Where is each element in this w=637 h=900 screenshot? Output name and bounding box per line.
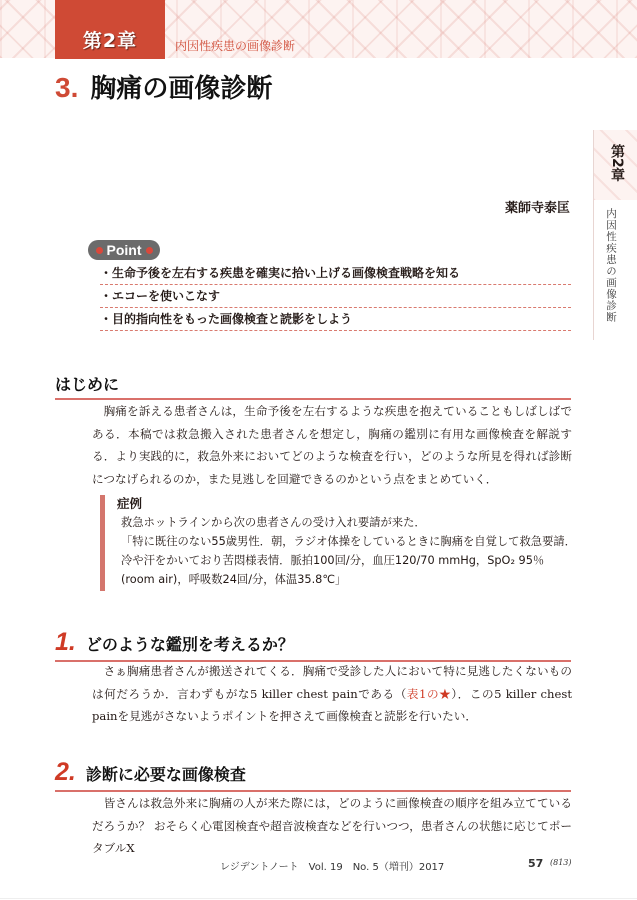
section2-heading [55, 758, 571, 792]
section1-text-after: ）．この5 killer chest painを見逃がさないようポイントを押さえて画像検査と読影を行いたい． [92, 686, 572, 723]
table-reference-link[interactable]: 表1の★ [406, 686, 452, 701]
case-box [100, 495, 576, 591]
side-chapter-tab [593, 130, 637, 340]
section2-heading-text: 診断に必要な画像検査 [85, 765, 246, 784]
section2-number: 2. [55, 758, 76, 786]
case-title: 症例 [117, 496, 143, 511]
intro-heading [55, 372, 571, 400]
side-tab-rule [593, 130, 594, 340]
section1-paragraph [92, 660, 572, 728]
section1-heading-text: どのような鑑別を考えるか？ [85, 635, 294, 654]
point-list [100, 262, 571, 331]
section2-paragraph: 皆さんは救急外来に胸痛の人が来た際には，どのように画像検査の順序を組み立てているだろうか？ おそらく心電図検査や超音波検査などを行いつつ，患者さんの状態に応じてポータブルX [92, 796, 572, 855]
article-title [55, 68, 272, 105]
footer-rule [0, 898, 637, 899]
chapter-badge [55, 0, 165, 59]
intro-paragraph: 胸痛を訴える患者さんは，生命予後を左右するような疾患を抱えていることもしばしばである．本稿では救急搬入された患者さんを想定し，胸痛の鑑別に有用な画像検査を解説する．より実践的に，救急外来においてどのような検査を行い，どのような所見を得れば診断につなげられるのか，また見逃しを回避できるのかという点をまとめていく． [92, 404, 572, 486]
journal-citation: レジデントノート Vol. 19 No. 5（増刊）2017 [220, 862, 445, 873]
section1-heading [55, 628, 571, 662]
point-item: ・目的指向性をもった画像検査と読影をしよう [100, 308, 571, 331]
bullet-dot-icon [146, 247, 153, 254]
chapter-subtitle: 内因性疾患の画像診断 [175, 39, 296, 53]
point-item: ・エコーを使いこなす [100, 285, 571, 308]
side-tab-chapter-subtitle: 内因性疾患の画像診断 [605, 208, 617, 323]
article-number: 3. [55, 72, 79, 103]
page-number: 57 [528, 857, 544, 870]
case-line: 「特に既往のない55歳男性．朝，ラジオ体操をしているときに胸痛を自覚して救急要請． [121, 535, 576, 548]
author-name: 薬師寺泰匡 [504, 201, 570, 216]
case-line: 救急ホットラインから次の患者さんの受け入れ要請が来た． [121, 516, 426, 529]
point-badge-label: Point [106, 242, 142, 258]
article-title-text: 胸痛の画像診断 [90, 74, 273, 104]
original-page-number: (813) [550, 858, 572, 867]
section1-text-before: さぁ胸痛患者さんが搬送されてくる．胸痛で受診した人において特に見逃したくないものは何だろうか．言わずもがな5 killer chest painである（ [92, 664, 572, 701]
intro-heading-text: はじめに [55, 375, 120, 394]
chapter-label: 第2章 [82, 30, 138, 52]
point-item: ・生命予後を左右する疾患を確実に拾い上げる画像検査戦略を知る [100, 262, 571, 285]
bullet-dot-icon [96, 247, 103, 254]
case-line: 冷や汗をかいており苦悶様表情．脈拍100回/分，血圧120/70 mmHg，SpO₂ 95％ [121, 554, 545, 567]
side-tab-chapter-label: 第2章 [609, 144, 625, 182]
point-badge [88, 240, 160, 260]
case-line: (room air)，呼吸数24回/分，体温35.8℃」 [121, 573, 347, 586]
section1-number: 1. [55, 628, 76, 656]
